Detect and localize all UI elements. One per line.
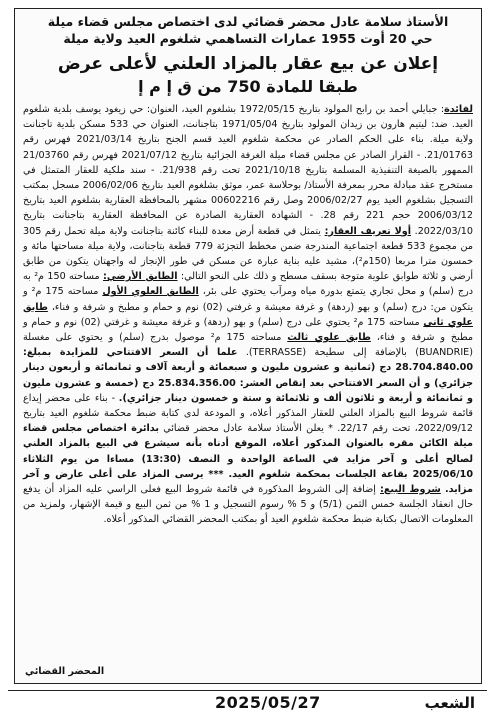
newspaper-name: الشعب xyxy=(424,694,475,712)
notice-subtitle: طبقا للمادة 750 من ق إ م إ xyxy=(138,77,358,96)
auction-notice-clipping xyxy=(14,8,482,684)
parties-paragraph xyxy=(23,102,473,528)
footer-rule xyxy=(8,690,487,691)
sale-conditions-text: إضافة إلى الشروط المذكورة في قائمة شروط البيع فعلى الراسي عليه المزاد أن يدفع حال انعقاد الجلسة خمس الثمن (5/1) و 5 % رسوم التسجيل و 1 % من ثمن البيع و قيمة الإشهار، ولمزيد من المعلومات الاتصال بكتابة ضبط محكمة شلغوم العيد أو بمكتب المحضر القضائي المذكور أعلاه. xyxy=(23,484,473,526)
auction-date-text: بدائرة اختصاص مجلس قضاء ميلة الكائن مقره بالعنوان المذكور أعلاه، الموقع أدناه بأنه سيشرع في البيع بالمزاد العلني لصالح أعلى و آخر مزايد في الساعة الواحدة و النصف (13:30) مساءا من يوم الثلاثاء 2025/06/10 بقاعة الجلسات بمحكمة شلغوم العيد. *** يرسى المزاد على أعلى عارض و آخر مزايد. xyxy=(23,423,473,496)
first-floor-text: مساحته 175 م² و يتكون من: درج (سلم) و بهو (ردهة) و غرفة معيشة و غرفتي (02) نوم و حمام و مطبخ و شرفة و فناء، xyxy=(23,286,474,313)
sale-conditions-label: شروط البيع: xyxy=(380,484,441,496)
opening-price-text: علما أن السعر الافتتاحي للمزايدة بمبلغ: 28.704.840.00 دج (ثمانية و عشرون مليون و سبعمائة و أربعة آلاف و ثمانمائة و أربعون دينار جزائري) و أن السعر الافتتاحي بعد إنقاص العشر: 25.834.356.00 دج (خمسة و عشرون مليون و ثمانمائة و أربعة و ثلاثون ألف و ثلاثمائة و ستة و خمسون دينار جزائري). xyxy=(23,347,473,404)
property-definition-label: أولا تعريف العقار: xyxy=(324,225,411,237)
bailiff-signature: المحضر القضائي xyxy=(25,666,105,677)
beneficiary-label: لفائدة xyxy=(444,104,473,115)
third-floor-text: مساحته 175 م² موصول بدرج (سلم) و يحتوي على مغسلة (BUANDRIE) بالإضافة إلى سطيحة (TERRASSE). xyxy=(23,332,473,359)
bailiff-name-header: الأستاذ سلامة عادل محضر قضائي لدى اختصاص مجلس قضاء ميلة xyxy=(47,14,449,29)
second-floor-label: طابق علوي ثاني xyxy=(23,301,473,328)
first-floor-label: الطابق العلوي الأول xyxy=(102,286,199,298)
publication-date: 2025/05/27 xyxy=(215,693,321,712)
second-floor-text: مساحته 175 م² يحتوي على درج (سلم) و بهو (ردهة) و غرفة معيشة و غرفتي (02) نوم و حمام و مطبخ و شرفة و فناء، xyxy=(23,316,473,344)
third-floor-label: طابق علوي ثالث xyxy=(287,332,371,344)
ground-floor-text: مساحته 150 م² به درج (سلم) و محل تجاري يتمتع بدورة مياه ومرآب يحتوي على بئر، xyxy=(23,271,473,298)
property-definition-text: يتمثل في قطعة أرض معدة للبناء كائنة بتاجنانت ولاية ميلة تحمل رقم 305 من مجموع 533 قطعة اجتماعية المندرجة ضمن مخطط التجزئة 779 قطعة بتاجنانت، ولاية ميلة مساحتها مائة و خمسون مترا مربعا (150م²)، مشيد عليه بناية عبارة عن مسكن في طور الإنجاز له واجهتان يتكون من طابق أرضي و ثلاثة طوابق علوية متوجة بسقف مسطح و ذلك على النحو التالي: xyxy=(23,225,474,283)
bailiff-address-header: حي 20 أوت 1955 عمارات التساهمي شلغوم العيد ولاية ميلة xyxy=(63,31,433,46)
ground-floor-label: الطابق الأرضي: xyxy=(103,271,178,283)
conditions-deposit-text: - بناء على محضر إيداع قائمة شروط البيع بالمزاد العلني للعقار المذكور أعلاه، و المودعة لدى كتابة ضبط محكمة شلغوم العيد بتاريخ 2022/09/12، تحت رقم 22/17. * يعلن الأستاذ سلامة عادل محضر قضائي xyxy=(23,392,473,435)
newspaper-footer xyxy=(0,686,495,714)
notice-title: إعلان عن بيع عقار بالمزاد العلني لأعلى عرض xyxy=(57,54,439,74)
notice-body xyxy=(23,102,473,528)
parties-text: : جبايلي أحمد بن رابح المولود بتاريخ 1972/05/15 بشلغوم العيد، العنوان: حي زيغود يوسف بلدية شلغوم العيد. ضد: ليتيم هارون بن زيدان المولود بتاريخ 1971/05/04 بتاجنانت، العنوان حي 533 مسكن بلدية تاجنانت ولاية ميلة. بناء على الحكم الصادر عن محكمة شلغوم العيد قسم الجنح بتاريخ 2021/03/14 فهرس رقم 21/01763. - القرار الصادر عن مجلس قضاء ميلة الغرفة الجزائية بتاريخ 2021/07/12 فهرس رقم 21/03760 الممهور بالصيغة التنفيذية المسلمة بتاريخ 2021/10/18 تحت رقم 21/938. - سند ملكية للعقار المتمثل في مستخرج عقد مبادلة محرر بمعرفة الأستاذ/ بوحلاسة عمر، موثق بشلغوم العيد بتاريخ 2006/02/06 مسجل بمكتب التسجيل بشلغوم العيد يوم 2006/02/27 وصل رقم 00602216 مشهر بالمحافظة العقارية بشلغوم العيد بتاريخ 2006/03/12 حجم 221 رقم 28. - الشهادة العقارية الصادرة عن المحافظة العقارية بتاجنانت بتاريخ 2022/03/10. xyxy=(23,104,474,237)
